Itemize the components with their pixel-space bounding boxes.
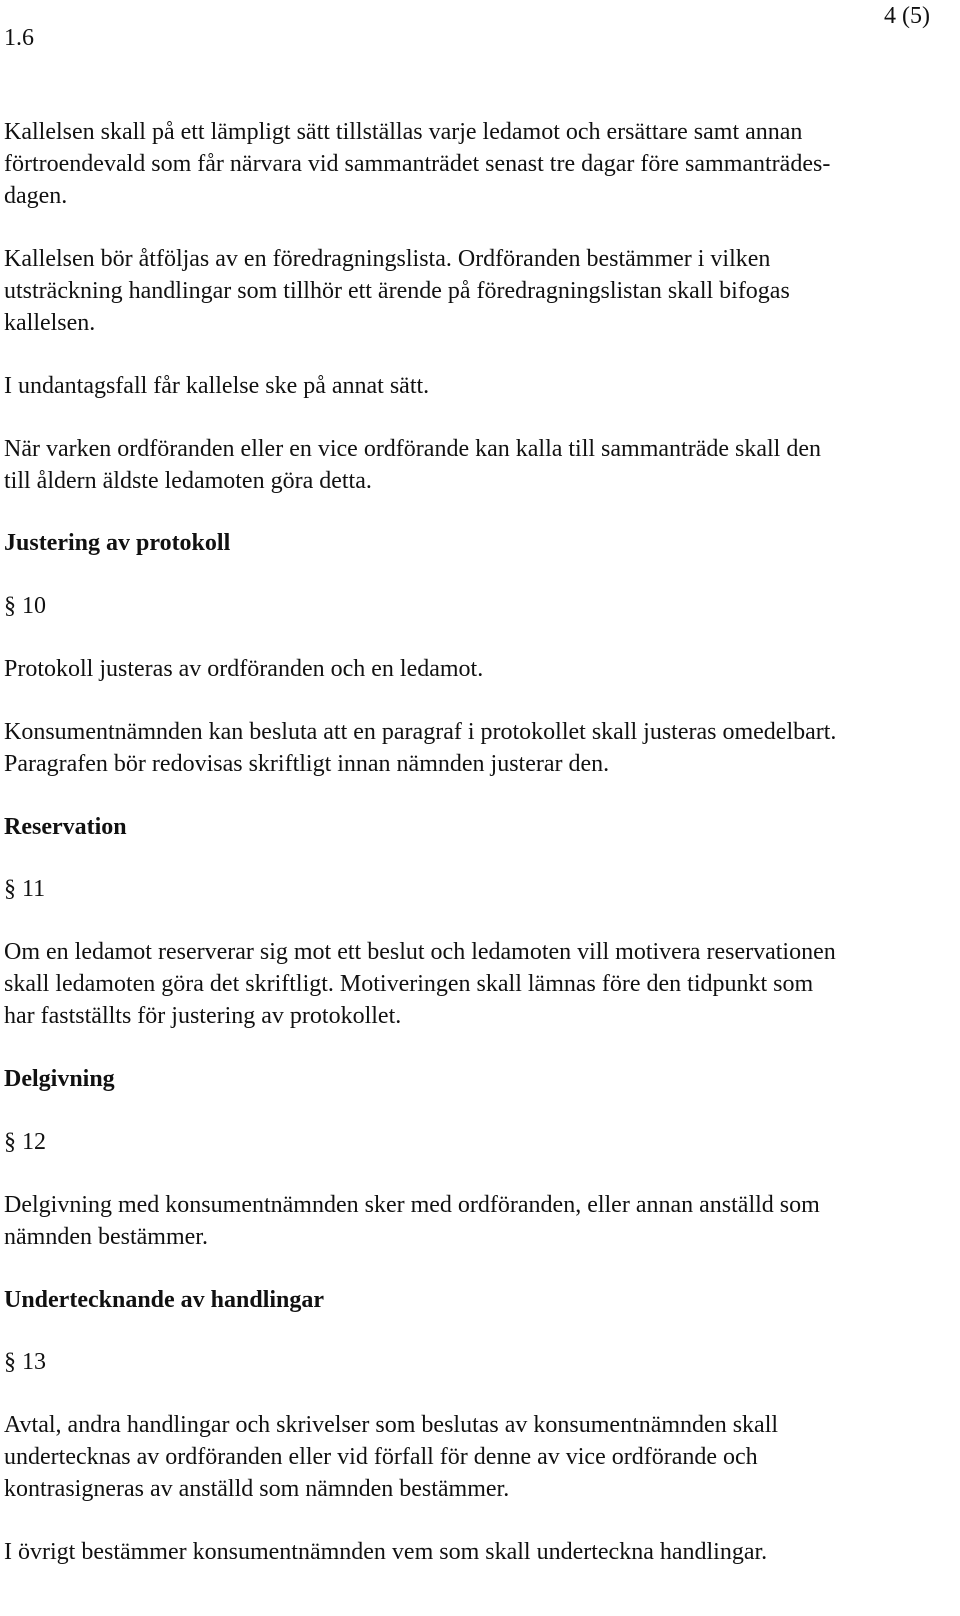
section-heading: Delgivning bbox=[4, 1066, 115, 1092]
section-number: § 13 bbox=[4, 1349, 46, 1375]
page-number: 4 (5) bbox=[884, 3, 930, 29]
paragraph-line: dagen. bbox=[4, 183, 68, 209]
section-number: § 12 bbox=[4, 1129, 46, 1155]
paragraph-line: utsträckning handlingar som tillhör ett ärende på föredragningslistan skall bifogas bbox=[4, 278, 790, 304]
paragraph-line: till åldern äldste ledamoten göra detta. bbox=[4, 468, 372, 494]
paragraph-line: har fastställts för justering av protokollet. bbox=[4, 1003, 402, 1029]
section-heading: Reservation bbox=[4, 814, 127, 840]
paragraph-line: Delgivning med konsumentnämnden sker med ordföranden, eller annan anställd som bbox=[4, 1192, 820, 1218]
paragraph-line: kontrasigneras av anställd som nämnden bestämmer. bbox=[4, 1476, 510, 1502]
paragraph-line: kallelsen. bbox=[4, 310, 96, 336]
paragraph-line: Om en ledamot reserverar sig mot ett beslut och ledamoten vill motivera reservationen bbox=[4, 939, 836, 965]
paragraph-line: När varken ordföranden eller en vice ordförande kan kalla till sammanträde skall den bbox=[4, 436, 821, 462]
paragraph-line: skall ledamoten göra det skriftligt. Motiveringen skall lämnas före den tidpunkt som bbox=[4, 971, 814, 997]
paragraph-line: I övrigt bestämmer konsumentnämnden vem som skall underteckna handlingar. bbox=[4, 1539, 768, 1565]
paragraph-line: Konsumentnämnden kan besluta att en paragraf i protokollet skall justeras omedelbart. bbox=[4, 719, 837, 745]
section-heading: Undertecknande av handlingar bbox=[4, 1287, 325, 1313]
paragraph-line: Protokoll justeras av ordföranden och en ledamot. bbox=[4, 656, 484, 682]
section-number: § 10 bbox=[4, 593, 46, 619]
paragraph-line: förtroendevald som får närvara vid sammanträdet senast tre dagar före sammanträdes- bbox=[4, 151, 831, 177]
paragraph-line: I undantagsfall får kallelse ske på annat sätt. bbox=[4, 373, 430, 399]
paragraph-line: Kallelsen bör åtföljas av en föredragningslista. Ordföranden bestämmer i vilken bbox=[4, 246, 771, 272]
paragraph-line: Kallelsen skall på ett lämpligt sätt tillställas varje ledamot och ersättare samt annan bbox=[4, 119, 803, 145]
paragraph-line: nämnden bestämmer. bbox=[4, 1224, 208, 1250]
paragraph-line: undertecknas av ordföranden eller vid förfall för denne av vice ordförande och bbox=[4, 1444, 758, 1470]
section-heading: Justering av protokoll bbox=[4, 530, 231, 556]
paragraph-line: Paragrafen bör redovisas skriftligt innan nämnden justerar den. bbox=[4, 751, 610, 777]
section-number: § 11 bbox=[4, 876, 46, 902]
document-reference: 1.6 bbox=[4, 25, 34, 51]
paragraph-line: Avtal, andra handlingar och skrivelser som beslutas av konsumentnämnden skall bbox=[4, 1412, 779, 1438]
